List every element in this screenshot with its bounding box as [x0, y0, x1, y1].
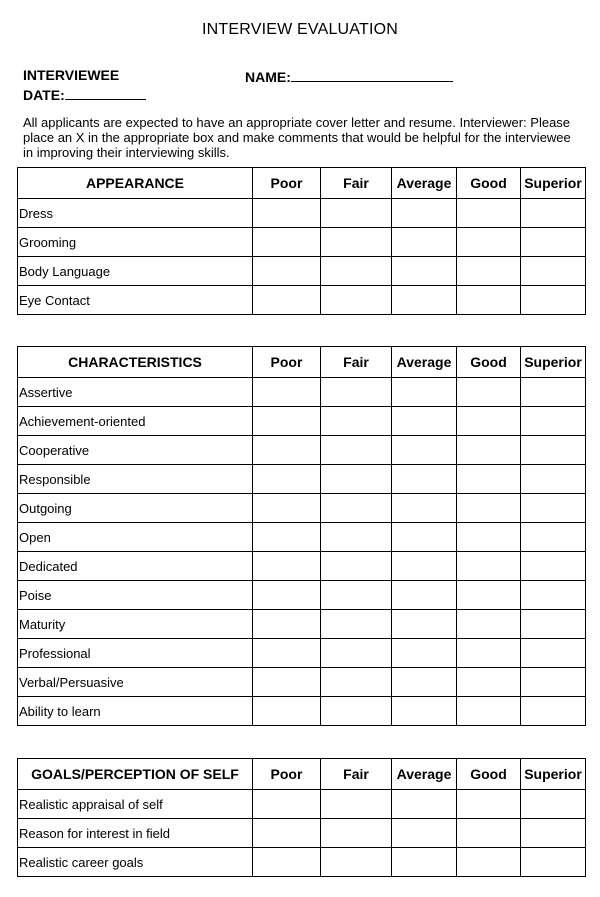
rating-box-superior[interactable] [521, 523, 586, 552]
table-row [18, 610, 586, 639]
rating-box-superior[interactable] [521, 581, 586, 610]
rating-box-average[interactable] [392, 639, 457, 668]
rating-box-average[interactable] [392, 228, 457, 257]
rating-box-poor[interactable] [253, 465, 321, 494]
rating-box-poor[interactable] [253, 668, 321, 697]
rating-box-poor[interactable] [253, 378, 321, 407]
rating-box-average[interactable] [392, 257, 457, 286]
rating-box-fair[interactable] [321, 407, 392, 436]
date-field-row [23, 85, 146, 103]
rating-box-fair[interactable] [321, 697, 392, 726]
rating-box-superior[interactable] [521, 639, 586, 668]
rating-box-fair[interactable] [321, 228, 392, 257]
table-row [18, 668, 586, 697]
rating-box-good[interactable] [457, 407, 521, 436]
rating-box-superior[interactable] [521, 790, 586, 819]
rating-box-good[interactable] [457, 436, 521, 465]
section-heading: GOALS/PERCEPTION OF SELF [18, 759, 253, 790]
rating-box-average[interactable] [392, 436, 457, 465]
name-field[interactable] [291, 67, 453, 82]
table-row [18, 494, 586, 523]
criterion-label: Dedicated [18, 552, 253, 581]
rating-box-fair[interactable] [321, 494, 392, 523]
criterion-label: Assertive [18, 378, 253, 407]
rating-box-poor[interactable] [253, 286, 321, 315]
rating-header-good: Good [457, 347, 521, 378]
table-row [18, 552, 586, 581]
rating-box-average[interactable] [392, 668, 457, 697]
criterion-label: Maturity [18, 610, 253, 639]
rating-box-fair[interactable] [321, 639, 392, 668]
criterion-label: Realistic career goals [18, 848, 253, 877]
date-label: DATE: [23, 87, 65, 103]
rating-box-poor[interactable] [253, 199, 321, 228]
section-heading: CHARACTERISTICS [18, 347, 253, 378]
rating-header-superior: Superior [521, 347, 586, 378]
rating-box-superior[interactable] [521, 407, 586, 436]
rating-header-poor: Poor [253, 347, 321, 378]
rating-header-fair: Fair [321, 347, 392, 378]
rating-box-fair[interactable] [321, 286, 392, 315]
rating-header-good: Good [457, 168, 521, 199]
rating-box-average[interactable] [392, 378, 457, 407]
rating-header-fair: Fair [321, 759, 392, 790]
rating-header-average: Average [392, 759, 457, 790]
rating-box-good[interactable] [457, 848, 521, 877]
rating-box-good[interactable] [457, 378, 521, 407]
rating-header-superior: Superior [521, 168, 586, 199]
rating-box-poor[interactable] [253, 523, 321, 552]
table-row [18, 819, 586, 848]
rating-box-average[interactable] [392, 819, 457, 848]
rating-box-average[interactable] [392, 199, 457, 228]
rating-box-superior[interactable] [521, 697, 586, 726]
rating-box-average[interactable] [392, 848, 457, 877]
criterion-label: Cooperative [18, 436, 253, 465]
table-row [18, 697, 586, 726]
rating-header-average: Average [392, 347, 457, 378]
rating-box-good[interactable] [457, 610, 521, 639]
table-row [18, 523, 586, 552]
rating-box-good[interactable] [457, 552, 521, 581]
rating-box-average[interactable] [392, 465, 457, 494]
rating-box-good[interactable] [457, 790, 521, 819]
rating-box-fair[interactable] [321, 436, 392, 465]
rating-box-poor[interactable] [253, 494, 321, 523]
rating-box-superior[interactable] [521, 378, 586, 407]
rating-box-average[interactable] [392, 581, 457, 610]
rating-box-superior[interactable] [521, 228, 586, 257]
rating-box-good[interactable] [457, 257, 521, 286]
rating-box-poor[interactable] [253, 552, 321, 581]
rating-box-fair[interactable] [321, 848, 392, 877]
rating-box-good[interactable] [457, 581, 521, 610]
rating-box-poor[interactable] [253, 407, 321, 436]
table-row [18, 378, 586, 407]
rating-box-poor[interactable] [253, 257, 321, 286]
rating-box-good[interactable] [457, 639, 521, 668]
rating-box-poor[interactable] [253, 697, 321, 726]
rating-box-good[interactable] [457, 819, 521, 848]
criterion-label: Realistic appraisal of self [18, 790, 253, 819]
rating-header-superior: Superior [521, 759, 586, 790]
rating-box-average[interactable] [392, 494, 457, 523]
rating-box-superior[interactable] [521, 199, 586, 228]
criterion-label: Body Language [18, 257, 253, 286]
table-row [18, 465, 586, 494]
criterion-label: Achievement-oriented [18, 407, 253, 436]
rating-box-fair[interactable] [321, 378, 392, 407]
rating-box-good[interactable] [457, 465, 521, 494]
rating-box-fair[interactable] [321, 581, 392, 610]
rating-box-average[interactable] [392, 552, 457, 581]
rating-box-fair[interactable] [321, 668, 392, 697]
table-header-row [18, 759, 586, 790]
table-row [18, 639, 586, 668]
name-label: NAME: [245, 69, 291, 85]
page-title: INTERVIEW EVALUATION [201, 21, 399, 38]
rating-box-poor[interactable] [253, 848, 321, 877]
name-field-row [245, 67, 453, 85]
rating-box-average[interactable] [392, 523, 457, 552]
rating-box-poor[interactable] [253, 790, 321, 819]
table-header-row [18, 347, 586, 378]
rating-box-superior[interactable] [521, 848, 586, 877]
rating-box-fair[interactable] [321, 552, 392, 581]
rating-header-poor: Poor [253, 759, 321, 790]
rating-box-superior[interactable] [521, 610, 586, 639]
rating-header-good: Good [457, 759, 521, 790]
rating-box-fair[interactable] [321, 819, 392, 848]
rating-box-superior[interactable] [521, 286, 586, 315]
rating-box-superior[interactable] [521, 436, 586, 465]
table-row [18, 436, 586, 465]
rating-box-superior[interactable] [521, 465, 586, 494]
rating-box-fair[interactable] [321, 465, 392, 494]
interviewee-label: INTERVIEWEE [23, 67, 120, 83]
rating-box-poor[interactable] [253, 581, 321, 610]
appearance-table [17, 167, 586, 315]
rating-box-good[interactable] [457, 697, 521, 726]
criterion-label: Reason for interest in field [18, 819, 253, 848]
rating-box-superior[interactable] [521, 819, 586, 848]
criterion-label: Ability to learn [18, 697, 253, 726]
table-row [18, 257, 586, 286]
rating-box-average[interactable] [392, 286, 457, 315]
rating-box-fair[interactable] [321, 199, 392, 228]
rating-box-average[interactable] [392, 610, 457, 639]
rating-box-superior[interactable] [521, 668, 586, 697]
rating-header-average: Average [392, 168, 457, 199]
rating-box-fair[interactable] [321, 523, 392, 552]
characteristics-table [17, 346, 586, 726]
rating-box-poor[interactable] [253, 639, 321, 668]
criterion-label: Dress [18, 199, 253, 228]
table-row [18, 286, 586, 315]
table-row [18, 581, 586, 610]
rating-box-poor[interactable] [253, 610, 321, 639]
rating-box-poor[interactable] [253, 819, 321, 848]
criterion-label: Open [18, 523, 253, 552]
rating-box-fair[interactable] [321, 790, 392, 819]
rating-box-good[interactable] [457, 523, 521, 552]
rating-box-good[interactable] [457, 228, 521, 257]
table-row [18, 199, 586, 228]
instructions-text: All applicants are expected to have an appropriate cover letter and resume. Interviewer: Please place an X in the appropriate box and make comments that would be helpful for the interviewee in improving their interviewing skills. [23, 115, 571, 160]
rating-box-good[interactable] [457, 494, 521, 523]
rating-box-fair[interactable] [321, 257, 392, 286]
rating-box-average[interactable] [392, 407, 457, 436]
rating-box-poor[interactable] [253, 228, 321, 257]
rating-box-fair[interactable] [321, 610, 392, 639]
table-row [18, 790, 586, 819]
rating-box-superior[interactable] [521, 552, 586, 581]
table-row [18, 407, 586, 436]
criterion-label: Eye Contact [18, 286, 253, 315]
rating-box-good[interactable] [457, 668, 521, 697]
criterion-label: Outgoing [18, 494, 253, 523]
criterion-label: Poise [18, 581, 253, 610]
rating-box-average[interactable] [392, 697, 457, 726]
rating-box-good[interactable] [457, 199, 521, 228]
table-row [18, 848, 586, 877]
criterion-label: Responsible [18, 465, 253, 494]
table-row [18, 228, 586, 257]
criterion-label: Grooming [18, 228, 253, 257]
table-header-row [18, 168, 586, 199]
rating-header-poor: Poor [253, 168, 321, 199]
goals-table [17, 758, 586, 877]
date-field[interactable] [65, 85, 146, 100]
criterion-label: Professional [18, 639, 253, 668]
criterion-label: Verbal/Persuasive [18, 668, 253, 697]
rating-box-superior[interactable] [521, 494, 586, 523]
rating-box-good[interactable] [457, 286, 521, 315]
rating-header-fair: Fair [321, 168, 392, 199]
rating-box-poor[interactable] [253, 436, 321, 465]
rating-box-superior[interactable] [521, 257, 586, 286]
section-heading: APPEARANCE [18, 168, 253, 199]
rating-box-average[interactable] [392, 790, 457, 819]
